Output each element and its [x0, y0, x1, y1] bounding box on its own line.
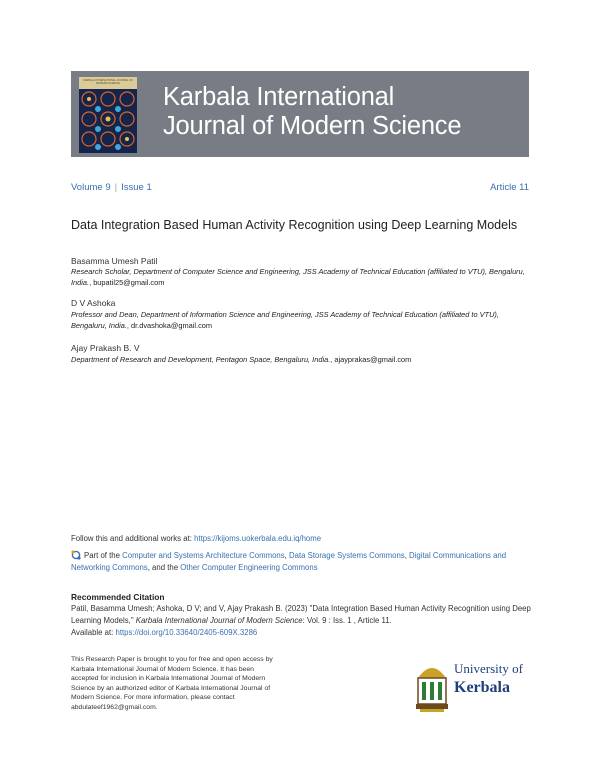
- journal-cover-image: KARBALA INTERNATIONAL JOURNAL OF MODERN SCIENCE: [79, 77, 137, 153]
- recommended-citation-heading: Recommended Citation: [71, 592, 165, 602]
- contact-email-link[interactable]: abdulateef1962@gmail.com: [71, 703, 156, 711]
- article-number[interactable]: Article 11: [490, 182, 529, 193]
- follow-line: Follow this and additional works at: https://kijoms.uokerbala.edu.iq/home: [71, 534, 322, 543]
- article-title: Data Integration Based Human Activity Recognition using Deep Learning Models: [71, 218, 518, 232]
- volume-link[interactable]: Volume 9: [71, 182, 111, 193]
- author-name: Ajay Prakash B. V: [71, 343, 140, 353]
- commons-link[interactable]: Other Computer Engineering Commons: [180, 563, 318, 572]
- access-notice: This Research Paper is brought to you for free and open access by Karbala International Journal of Modern Science. It has been accepted for inclusion in Karbala International Journal of Modern Science by an authorized editor of Karbala International Journal of Modern Science. For more information, please contact abdulateef1962@gmail.com.: [71, 656, 273, 711]
- university-logo: University of Kerbala: [414, 658, 524, 716]
- recommended-citation: Patil, Basamma Umesh; Ashoka, D V; and V, Ajay Prakash B. (2023) "Data Integration Based Human Activity Recognition using Deep Learning Models," Karbala International Journal of Modern Science: Vol. 9 : Iss. 1 , Article 11. Available at: https://doi.org/10.33640/2405-609X.3286: [71, 604, 531, 637]
- doi-link[interactable]: https://doi.org/10.33640/2405-609X.3286: [115, 628, 258, 637]
- university-emblem-icon: [414, 658, 450, 714]
- network-icon: [71, 550, 81, 560]
- author-name: Basamma Umesh Patil: [71, 256, 158, 266]
- volume-issue: Volume 9 | Issue 1: [71, 182, 152, 193]
- journal-title: Karbala International Journal of Modern Science: [163, 83, 462, 140]
- author-name: D V Ashoka: [71, 298, 116, 308]
- commons-link[interactable]: Computer and Systems Architecture Commons: [122, 551, 285, 560]
- author-affiliation: Research Scholar, Department of Computer Science and Engineering, JSS Academy of Technical Education (affiliated to VTU), Bengaluru, India., bupatil25@gmail.com: [71, 267, 525, 287]
- journal-banner: [71, 71, 529, 157]
- author-affiliation: Department of Research and Development, Pentagon Space, Bengaluru, India., ajayprakas@gmail.com: [71, 355, 412, 364]
- commons-link[interactable]: Digital Communications and Networking Commons: [71, 551, 507, 572]
- commons-link[interactable]: Data Storage Systems Commons: [288, 551, 405, 560]
- author-affiliation: Professor and Dean, Department of Information Science and Engineering, JSS Academy of Technical Education (affiliated to VTU), Bengaluru, India., dr.dvashoka@gmail.com: [71, 310, 499, 330]
- part-of-commons: Part of the Computer and Systems Architecture Commons, Data Storage Systems Commons, Digital Communications and Networking Commons, and the Other Computer Engineering Commons: [71, 551, 507, 572]
- follow-link[interactable]: https://kijoms.uokerbala.edu.iq/home: [194, 534, 322, 543]
- issue-link[interactable]: Issue 1: [121, 182, 152, 193]
